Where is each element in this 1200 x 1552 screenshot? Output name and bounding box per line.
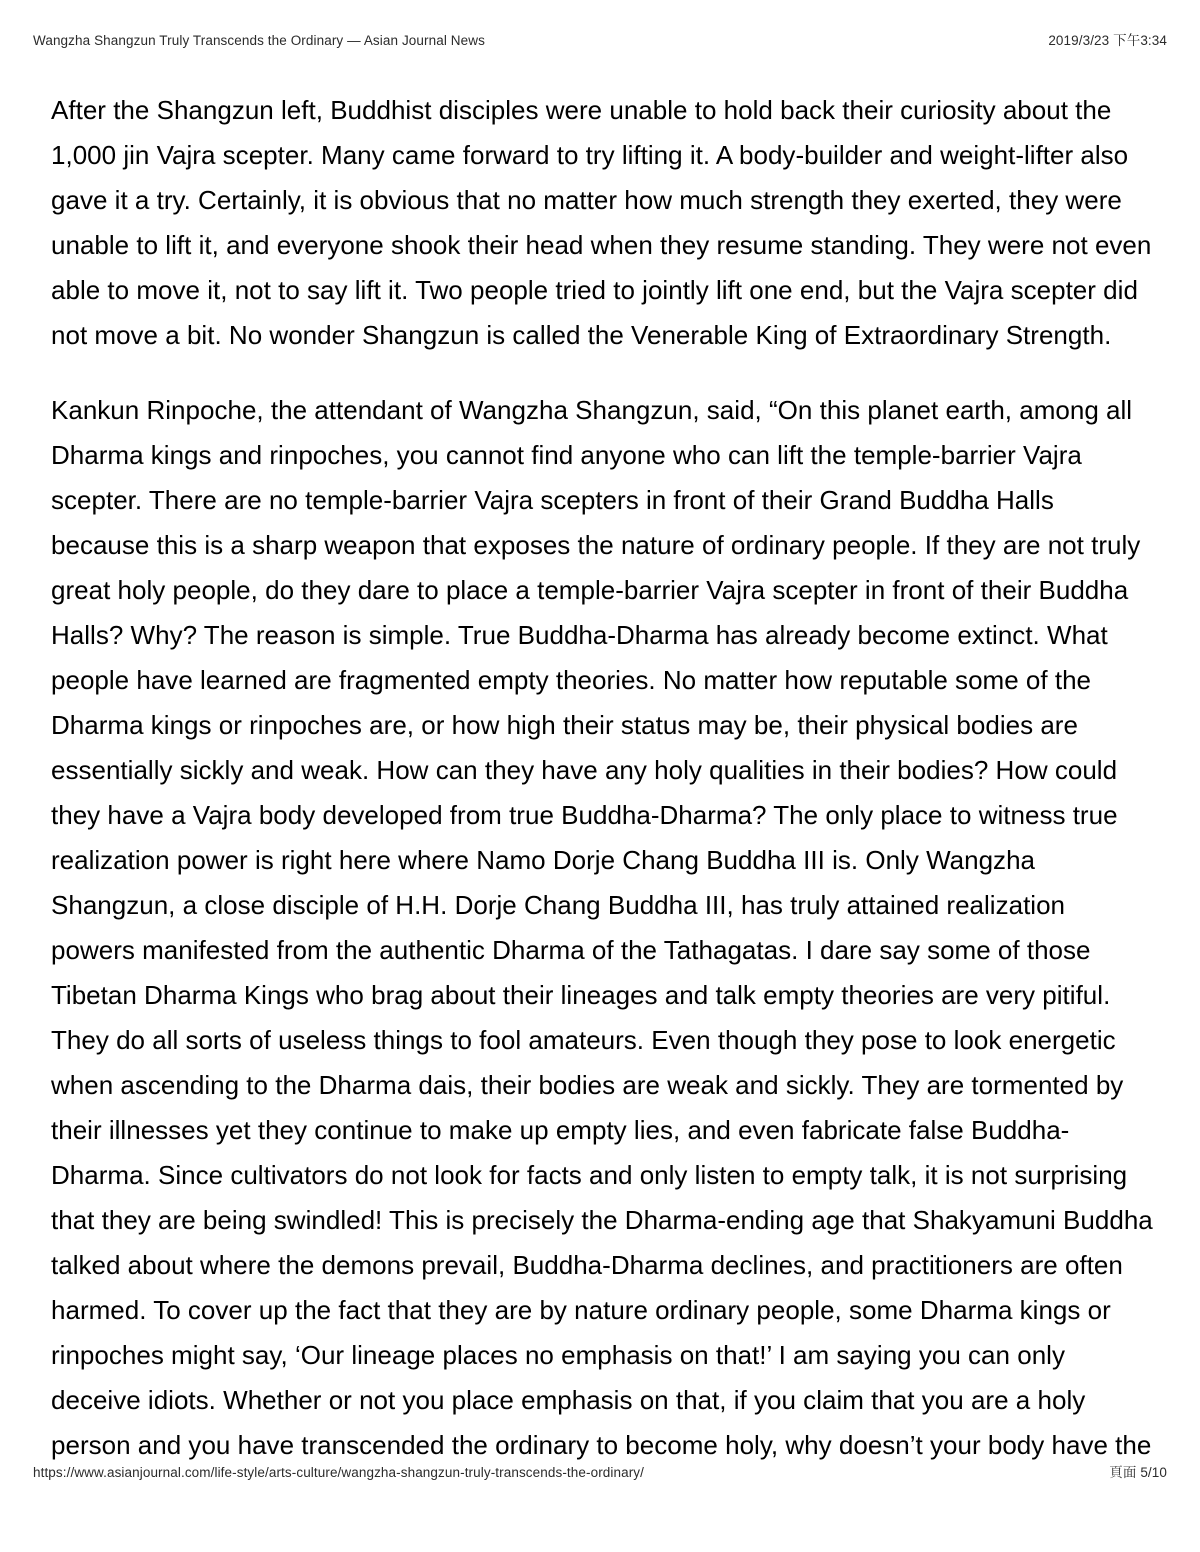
header-print-timestamp: 2019/3/23 下午3:34 (1048, 33, 1167, 48)
footer-source-url: https://www.asianjournal.com/life-style/arts-culture/wangzha-shangzun-truly-transcends-the-ordinary/ (33, 1465, 645, 1480)
page-header (33, 31, 1167, 53)
article-paragraph: Kankun Rinpoche, the attendant of Wangzha Shangzun, said, “On this planet earth, among all Dharma kings and rinpoches, you cannot find anyone who can lift the temple-barrier Vajra scepter. There are no temple-barrier Vajra scepters in front of their Grand Buddha Halls because this is a sharp weapon that exposes the nature of ordinary people. If they are not truly great holy people, do they dare to place a temple-barrier Vajra scepter in front of their Buddha Halls? Why? The reason is simple. True Buddha-Dharma has already become extinct. What people have learned are fragmented empty theories. No matter how reputable some of the Dharma kings or rinpoches are, or how high their status may be, their physical bodies are essentially sickly and weak. How can they have any holy qualities in their bodies? How could they have a Vajra body developed from true Buddha-Dharma? The only place to witness true realization power is right here where Namo Dorje Chang Buddha III is. Only Wangzha Shangzun, a close disciple of H.H. Dorje Chang Buddha III, has truly attained realization powers manifested from the authentic Dharma of the Tathagatas. I dare say some of those Tibetan Dharma Kings who brag about their lineages and talk empty theories are very pitiful. They do all sorts of useless things to fool amateurs. Even though they pose to look energetic when ascending to the Dharma dais, their bodies are weak and sickly. They are tormented by their illnesses yet they continue to make up empty lies, and even fabricate false Buddha-Dharma. Since cultivators do not look for facts and only listen to empty talk, it is not surprising that they are being swindled! This is precisely the Dharma-ending age that Shakyamuni Buddha talked about where the demons prevail, Buddha-Dharma declines, and practitioners are often harmed. To cover up the fact that they are by nature ordinary people, some Dharma kings or rinpoches might say, ‘Our lineage places no emphasis on that!’ I am saying you can only deceive idiots. Whether or not you place emphasis on that, if you claim that you are a holy person and you have transcended the ordinary to become holy, why doesn’t your body have the (51, 395, 1153, 1460)
article-paragraph: After the Shangzun left, Buddhist disciples were unable to hold back their curiosity about the 1,000 jin Vajra scepter. Many came forward to try lifting it. A body-builder and weight-lifter also gave it a try. Certainly, it is obvious that no matter how much strength they exerted, they were unable to lift it, and everyone shook their head when they resume standing. They were not even able to move it, not to say lift it. Two people tried to jointly lift one end, but the Vajra scepter did not move a bit. No wonder Shangzun is called the Venerable King of Extraordinary Strength. (51, 95, 1152, 350)
footer-page-number: 頁面 5/10 (1109, 1465, 1167, 1480)
page-footer (33, 1463, 1167, 1485)
article-body (51, 88, 1153, 1468)
header-document-title: Wangzha Shangzun Truly Transcends the Ordinary — Asian Journal News (33, 33, 485, 48)
